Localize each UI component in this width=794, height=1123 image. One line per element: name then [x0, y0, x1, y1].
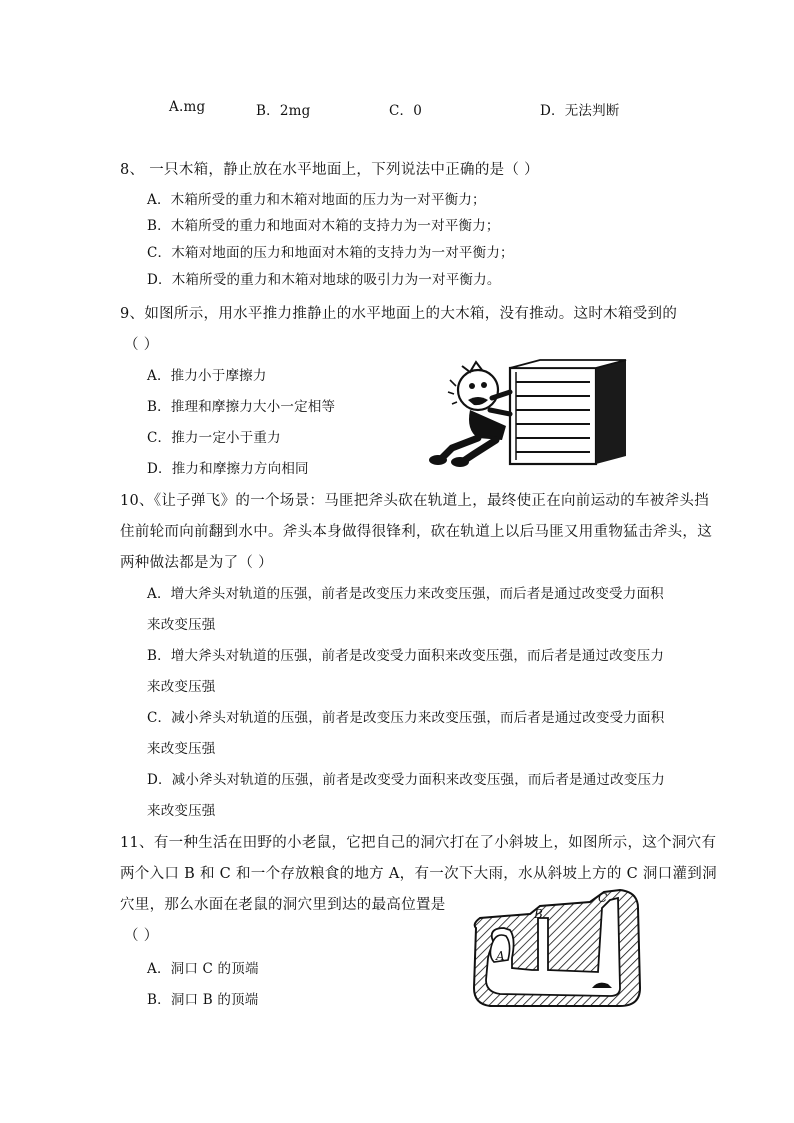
q11-figure-burrow [470, 888, 646, 1012]
q9-stem-line2: （ ） [124, 337, 159, 353]
q11-label-b: B [534, 907, 543, 921]
q10-stem-line3: 两种做法都是为了（ ） [120, 555, 273, 571]
q10-stem-line1: 10、《让子弹飞》的一个场景：马匪把斧头砍在轨道上，最终使正在向前运动的车被斧头挡 [120, 493, 709, 509]
q7-option-b: B．2mg [256, 103, 311, 119]
q7-option-a: A.mg [169, 99, 206, 115]
q9-stem-line1: 9、如图所示，用水平推力推静止的水平地面上的大木箱，没有推动。这时木箱受到的 [120, 306, 678, 322]
q7-option-c: C．0 [389, 103, 423, 119]
q10-option-a-line2: 来改变压强 [147, 617, 216, 633]
q7-option-d: D．无法判断 [540, 103, 620, 119]
q9-figure-pushing-crate [426, 356, 636, 468]
q8-stem: 8、 一只木箱，静止放在水平地面上，下列说法中正确的是（ ） [120, 162, 539, 178]
q11-stem-line2: 两个入口 B 和 C 和一个存放粮食的地方 A，有一次下大雨，水从斜坡上方的 C 洞口灌到洞 [120, 866, 717, 882]
q8-option-c: C．木箱对地面的压力和地面对木箱的支持力为一对平衡力； [147, 245, 514, 261]
q10-option-b-line1: B．增大斧头对轨道的压强，前者是改变受力面积来改变压强，而后者是通过改变压力 [147, 648, 665, 664]
q11-label-a: A [496, 949, 505, 963]
q9-option-b: B．推理和摩擦力大小一定相等 [147, 399, 336, 415]
q9-option-d: D．推力和摩擦力方向相同 [147, 461, 309, 477]
q11-stem-line4: （ ） [124, 928, 159, 944]
q11-stem-line1: 11、有一种生活在田野的小老鼠，它把自己的洞穴打在了小斜坡上，如图所示，这个洞穴有 [120, 835, 717, 851]
q10-option-d-line2: 来改变压强 [147, 803, 216, 819]
q8-option-d: D．木箱所受的重力和木箱对地球的吸引力为一对平衡力。 [147, 272, 501, 288]
q10-option-c-line2: 来改变压强 [147, 741, 216, 757]
q8-option-a: A．木箱所受的重力和木箱对地面的压力为一对平衡力； [147, 192, 486, 208]
q11-option-b: B．洞口 B 的顶端 [147, 992, 259, 1008]
q10-option-c-line1: C．减小斧头对轨道的压强，前者是改变压力来改变压强，而后者是通过改变受力面积 [147, 710, 665, 726]
q10-stem-line2: 住前轮而向前翻到水中。斧头本身做得很锋利，砍在轨道上以后马匪又用重物猛击斧头，这 [120, 524, 712, 540]
q11-stem-line3: 穴里，那么水面在老鼠的洞穴里到达的最高位置是 [120, 897, 446, 913]
q11-option-a: A．洞口 C 的顶端 [147, 961, 259, 977]
q10-option-d-line1: D．减小斧头对轨道的压强，前者是改变受力面积来改变压强，而后者是通过改变压力 [147, 772, 665, 788]
q9-option-c: C．推力一定小于重力 [147, 430, 281, 446]
q9-option-a: A．推力小于摩擦力 [147, 368, 267, 384]
q8-option-b: B．木箱所受的重力和地面对木箱的支持力为一对平衡力； [147, 218, 500, 234]
q10-option-a-line1: A．增大斧头对轨道的压强，前者是改变压力来改变压强，而后者是通过改变受力面积 [147, 586, 664, 602]
q11-label-c: C [598, 891, 608, 905]
q10-option-b-line2: 来改变压强 [147, 679, 216, 695]
